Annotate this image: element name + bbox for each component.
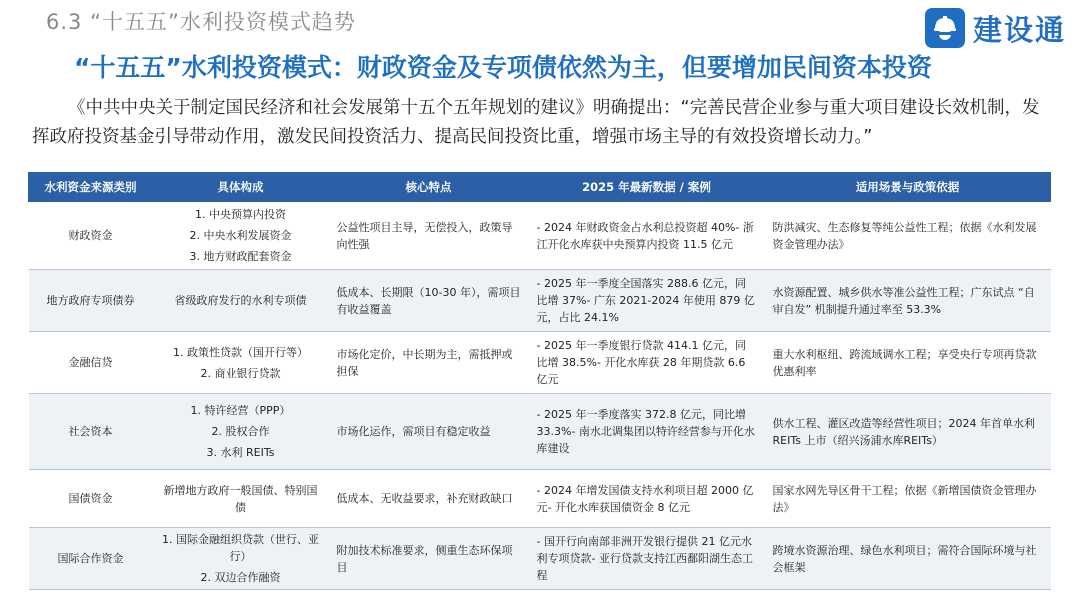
- component-item: 2. 双边合作融资: [200, 571, 281, 584]
- scenario-policy-cell: [765, 394, 1051, 470]
- component-item: 3. 地方财政配套资金: [189, 250, 292, 263]
- data-case-text: - 2025 年一季度全国落实 288.6 亿元，同比增 37%- 广东 2021-2024 年使用 879 亿元，占比 24.1%: [536, 277, 755, 324]
- headline: “十五五”水利投资模式：财政资金及专项债依然为主，但要增加民间资本投资: [74, 53, 932, 82]
- column-header: 核心特点: [329, 173, 529, 202]
- components-cell: [153, 202, 329, 270]
- core-feature-text: 低成本、无收益要求，补充财政缺口: [336, 492, 513, 505]
- core-feature-cell: [329, 394, 529, 470]
- funding-sources-table: [28, 172, 1051, 590]
- data-case-text: - 2024 年财政资金占水利总投资超 40%- 浙江开化水库获中央预算内投资 11.5 亿元: [536, 220, 754, 251]
- core-feature-text: 市场化定价，中长期为主，需抵押或担保: [336, 347, 513, 378]
- section-title: 6.3 “十五五”水利投资模式趋势: [46, 10, 356, 34]
- component-item: 1. 中央预算内投资: [195, 208, 286, 221]
- table-row: [29, 332, 1051, 394]
- component-item: 1. 国际金融组织贷款（世行、亚行）: [162, 533, 319, 563]
- component-item: 2. 中央水利发展资金: [189, 229, 292, 242]
- components-cell: [153, 332, 329, 394]
- scenario-policy-cell: [765, 470, 1051, 528]
- scenario-policy-text: 供水工程、灌区改造等经营性项目；2024 年首单水利 REITs 上市（绍兴汤浦水库REITs）: [772, 416, 1035, 447]
- data-case-text: - 2025 年一季度银行贷款 414.1 亿元，同比增 38.5%- 开化水库获 28 年期贷款 6.6 亿元: [536, 339, 746, 386]
- table-header-row: [29, 173, 1051, 202]
- component-item: 2. 股权合作: [211, 425, 270, 438]
- core-feature-cell: [329, 270, 529, 332]
- scenario-policy-cell: [765, 332, 1051, 394]
- table-row: [29, 270, 1051, 332]
- core-feature-text: 低成本、长期限（10-30 年），需项目有收益覆盖: [336, 285, 521, 316]
- scenario-policy-cell: [765, 202, 1051, 270]
- core-feature-text: 附加技术标准要求，侧重生态环保项目: [336, 543, 513, 574]
- scenario-policy-cell: [765, 270, 1051, 332]
- table-row: [29, 470, 1051, 528]
- policy-quote: 《中共中央关于制定国民经济和社会发展第十五个五年规划的建议》明确提出：“完善民营企业参与重大项目建设长效机制，发挥政府投资基金引导带动作用，激发民间投资活力、提高民间投资比重，增强市场主导的有效投资增长动力。”: [32, 98, 1040, 147]
- brand-logo: [925, 6, 1066, 50]
- data-case-text: - 国开行向南部非洲开发银行提供 21 亿元水利专项贷款- 亚行贷款支持江西鄱阳湖生态工程: [536, 535, 753, 582]
- core-feature-cell: [329, 202, 529, 270]
- components-cell: [153, 394, 329, 470]
- data-case-text: - 2024 年增发国债支持水利项目超 2000 亿元- 开化水库获国债资金 8 亿元: [536, 483, 754, 514]
- data-case-cell: [529, 202, 765, 270]
- data-case-cell: [529, 270, 765, 332]
- category-cell: 财政资金: [29, 202, 153, 270]
- component-item: 1. 政策性贷款（国开行等）: [173, 345, 308, 359]
- components-cell: [153, 470, 329, 528]
- component-item: 3. 水利 REITs: [206, 446, 275, 459]
- data-case-cell: [529, 528, 765, 590]
- table-row: [29, 394, 1051, 470]
- components-cell: [153, 270, 329, 332]
- data-case-cell: [529, 470, 765, 528]
- data-case-cell: [529, 394, 765, 470]
- category-cell: 金融信贷: [29, 332, 153, 394]
- category-cell: 地方政府专项债券: [29, 270, 153, 332]
- core-feature-text: 公益性项目主导，无偿投入，政策导向性强: [336, 220, 513, 251]
- scenario-policy-text: 水资源配置、城乡供水等准公益性工程；广东试点 “自审自发” 机制提升通过率至 53.3%: [772, 285, 1035, 316]
- helmet-worker-icon: [925, 8, 965, 48]
- scenario-policy-text: 重大水利枢纽、跨流域调水工程；享受央行专项再贷款优惠利率: [772, 347, 1037, 378]
- scenario-policy-text: 国家水网先导区骨干工程；依据《新增国债资金管理办法》: [772, 483, 1037, 514]
- core-feature-cell: [329, 470, 529, 528]
- component-item: 新增地方政府一般国债、特别国债: [163, 483, 318, 514]
- components-cell: [153, 528, 329, 590]
- table-row: [29, 202, 1051, 270]
- column-header: 水利资金来源类别: [29, 173, 153, 202]
- data-case-cell: [529, 332, 765, 394]
- component-item: 1. 特许经营（PPP）: [190, 404, 291, 417]
- table-row: [29, 528, 1051, 590]
- category-cell: 国际合作资金: [29, 528, 153, 590]
- column-header: 具体构成: [153, 173, 329, 202]
- column-header: 适用场景与政策依据: [765, 173, 1051, 202]
- core-feature-cell: [329, 528, 529, 590]
- core-feature-cell: [329, 332, 529, 394]
- component-item: 2. 商业银行贷款: [200, 366, 281, 380]
- logo-text: 建设通: [972, 12, 1066, 47]
- component-item: 省级政府发行的水利专项债: [174, 294, 307, 307]
- scenario-policy-text: 跨境水资源治理、绿色水利项目；需符合国际环境与社会框架: [772, 543, 1037, 574]
- category-cell: 社会资本: [29, 394, 153, 470]
- data-case-text: - 2025 年一季度落实 372.8 亿元，同比增 33.3%- 南水北调集团以特许经营参与开化水库建设: [536, 408, 755, 455]
- core-feature-text: 市场化运作，需项目有稳定收益: [336, 425, 491, 438]
- scenario-policy-text: 防洪减灾、生态修复等纯公益性工程；依据《水利发展资金管理办法》: [772, 220, 1037, 251]
- column-header: 2025 年最新数据 / 案例: [529, 173, 765, 202]
- category-cell: 国债资金: [29, 470, 153, 528]
- scenario-policy-cell: [765, 528, 1051, 590]
